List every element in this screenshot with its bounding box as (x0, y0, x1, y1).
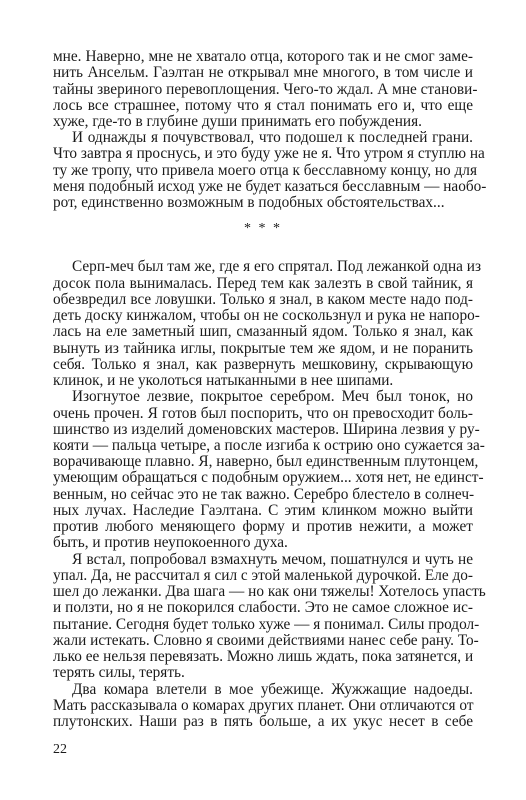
text-line: Два комара влетели в мое убежище. Жужжащие надоеды. (72, 680, 473, 698)
text-line: шинство из изделий доменовских мастеров. Ширина лезвия у ру- (53, 420, 480, 438)
text-line: Серп-меч был там же, где я его спрятал. Под лежанкой одна из (72, 258, 482, 276)
text-line: деть доску кинжалом, чтобы он не соскользнул и рука не напоро- (53, 307, 480, 324)
text-line: умеющим обращаться с подобным оружием... хотя нет, не единст- (53, 469, 484, 487)
text-line: против любого меняющего форму и против нежити, а может (53, 518, 473, 536)
text-line: ворачивающе плавно. Я, наверно, был единственным плутонцем, (53, 453, 479, 471)
text-line: мне. Наверно, мне не хватало отца, которого так и не смог заме- (53, 48, 473, 65)
text-line: обезвредил все ловушки. Только я знал, в каком месте надо под- (53, 290, 473, 308)
text-line: ту же тропу, что привела моего отца к бесславному концу, но для (53, 161, 477, 179)
text-line: хуже, где-то в глубине души принимать его побуждения. (53, 113, 422, 130)
text-line: вынуть из тайника иглы, покрытые тем же ядом, и не поранить (53, 339, 473, 357)
text-line: плутонских. Наши раз в пять больше, а их укус несет в себе (53, 713, 473, 730)
text-line: жали истекать. Словно я своими действиями нанес себе рану. То- (53, 631, 479, 649)
text-line: лько ее нельзя перевязать. Можно лишь ждать, пока затянется, и (53, 648, 474, 665)
text-line: терять силы, терять. (53, 664, 185, 682)
text-line: упал. Да, не рассчитал я сил с этой маленькой дурочкой. Еле до- (53, 566, 473, 584)
text-line: лась на еле заметный шип, смазанный ядом. Только я знал, как (53, 323, 473, 341)
text-line: клинок, и не уколоться натыканными в нее шипами. (53, 372, 394, 389)
text-line: И однажды я почувствовал, что подошел к последней грани. (72, 129, 473, 147)
text-line: кояти — пальца четыре, а после изгиба к острию оно сужается за- (53, 436, 485, 454)
text-line: Мать рассказывала о комарах других планет. Они отличаются от (53, 696, 474, 714)
text-line: досок пола вынималась. Перед тем как залезть в свой тайник, я (53, 274, 473, 292)
text-line: Что завтра я проснусь, и это буду уже не я. Что утром я ступлю на (53, 145, 485, 163)
text-line: очень прочен. Я готов был поспорить, что он превосходит боль- (53, 404, 473, 422)
text-line: шел до лежанки. Два шага — но как они тяжелы! Хотелось упасть (53, 583, 486, 601)
text-line: тайны звериного перевоплощения. Чего-то ждал. А мне станови- (53, 80, 478, 98)
text-line: рот, единственно возможным в подобных обстоятельствах... (53, 194, 445, 212)
text-line: нить Ансельм. Гаэлтан не открывал мне многого, в том числе и (53, 64, 473, 82)
text-line: пытание. Сегодня будет только хуже — я понимал. Силы продол- (53, 615, 480, 633)
text-line: Изогнутое лезвие, покрытое серебром. Меч был тонок, но (72, 388, 473, 406)
section-separator: * * * (244, 221, 282, 237)
text-line: ных лучах. Наследие Гаэлтана. С этим клинком можно выйти (53, 501, 473, 519)
text-line: быть, и против неупокоенного духа. (53, 534, 288, 552)
text-line: лось все страшнее, потому что я стал понимать его и, что еще (53, 96, 473, 114)
text-line: себя. Только я знал, как развернуть мешковину, скрывающую (53, 355, 473, 373)
text-line: и ползти, но я не покорился слабости. Это не самое сложное ис- (53, 599, 473, 617)
text-line: Я встал, попробовал взмахнуть мечом, пошатнулся и чуть не (72, 550, 473, 568)
page-number: 22 (53, 742, 67, 757)
text-line: меня подобный исход уже не будет казаться бесславным — наобо- (53, 177, 487, 195)
text-line: венным, но сейчас это не так важно. Серебро блестело в солнеч- (53, 485, 475, 503)
